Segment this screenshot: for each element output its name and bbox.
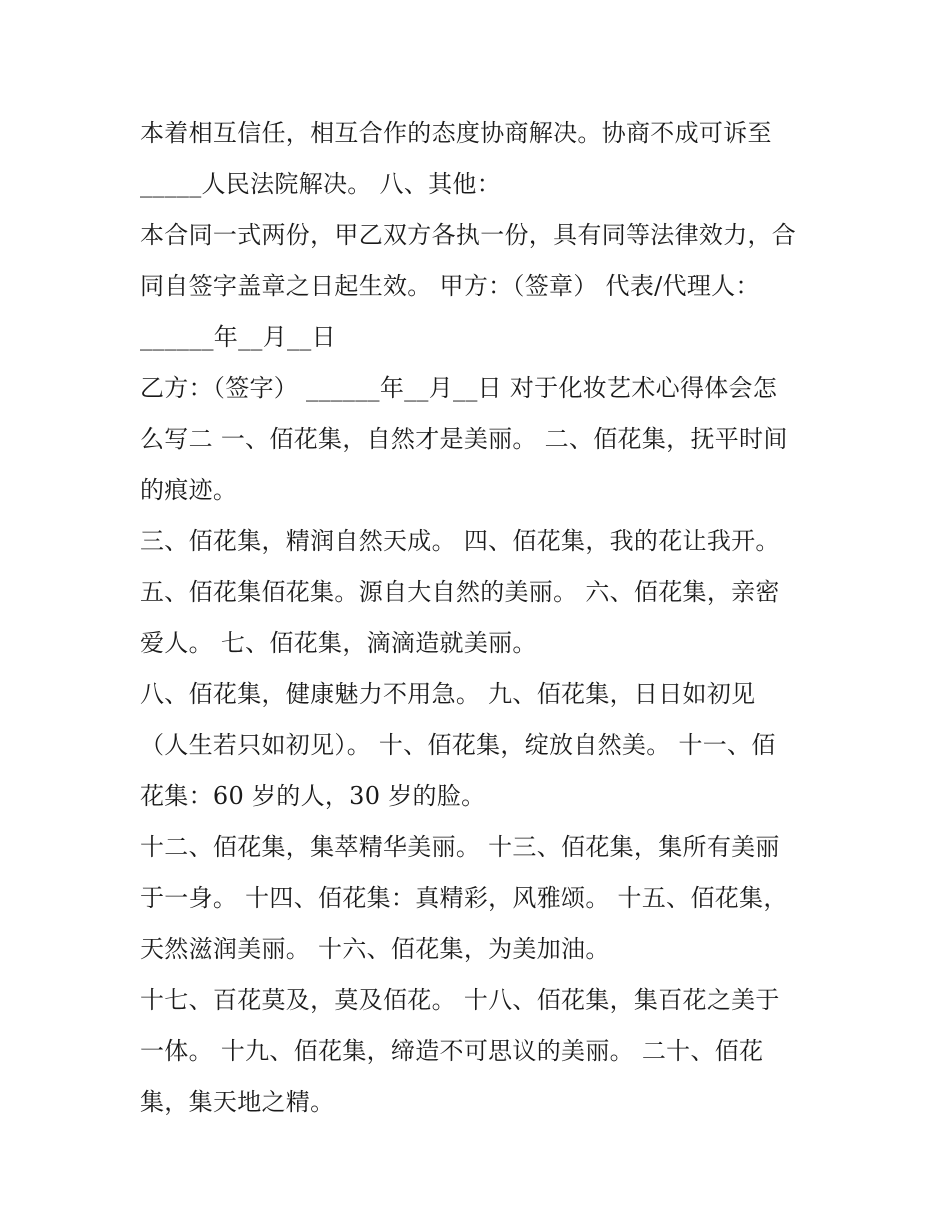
text-line: （人生若只如初见）。 十、佰花集，绽放自然美。 十一、佰 bbox=[140, 731, 776, 759]
text-line: ______年__月__日 bbox=[140, 323, 336, 351]
text-line: 十二、佰花集，集萃精华美丽。 十三、佰花集，集所有美丽 bbox=[140, 833, 780, 861]
text-line: 三、佰花集，精润自然天成。 四、佰花集，我的花让我开。 bbox=[140, 527, 780, 555]
text-line: 爱人。 七、佰花集，滴滴造就美丽。 bbox=[140, 629, 537, 657]
text-line: 十七、百花莫及，莫及佰花。 十八、佰花集，集百花之美于 bbox=[140, 986, 780, 1014]
text-line: 一体。 十九、佰花集，缔造不可思议的美丽。 二十、佰花 bbox=[140, 1037, 764, 1065]
text-line: 本着相互信任，相互合作的态度协商解决。协商不成可诉至 bbox=[140, 119, 772, 147]
text-line: 么写二 一、佰花集，自然才是美丽。 二、佰花集，抚平时间 bbox=[140, 425, 788, 453]
text-line: 五、佰花集佰花集。源自大自然的美丽。 六、佰花集，亲密 bbox=[140, 578, 780, 606]
document-body-text bbox=[140, 108, 830, 1128]
text-line: 集，集天地之精。 bbox=[140, 1088, 335, 1116]
text-line: 花集：60 岁的人，30 岁的脸。 bbox=[140, 782, 486, 810]
text-line: 于一身。 十四、佰花集：真精彩，风雅颂。 十五、佰花集， bbox=[140, 884, 788, 912]
text-line: _____人民法院解决。 八、其他： bbox=[140, 170, 502, 198]
text-line: 的痕迹。 bbox=[140, 476, 238, 504]
text-line: 本合同一式两份，甲乙双方各执一份，具有同等法律效力，合 bbox=[140, 221, 797, 249]
text-line: 天然滋润美丽。 十六、佰花集，为美加油。 bbox=[140, 935, 610, 963]
text-line: 同自签字盖章之日起生效。 甲方：（签章） 代表/代理人： bbox=[140, 272, 760, 300]
text-line: 乙方：（签字） ______年__月__日 对于化妆艺术心得体会怎 bbox=[140, 374, 778, 402]
text-line: 八、佰花集，健康魅力不用急。 九、佰花集，日日如初见 bbox=[140, 680, 756, 708]
